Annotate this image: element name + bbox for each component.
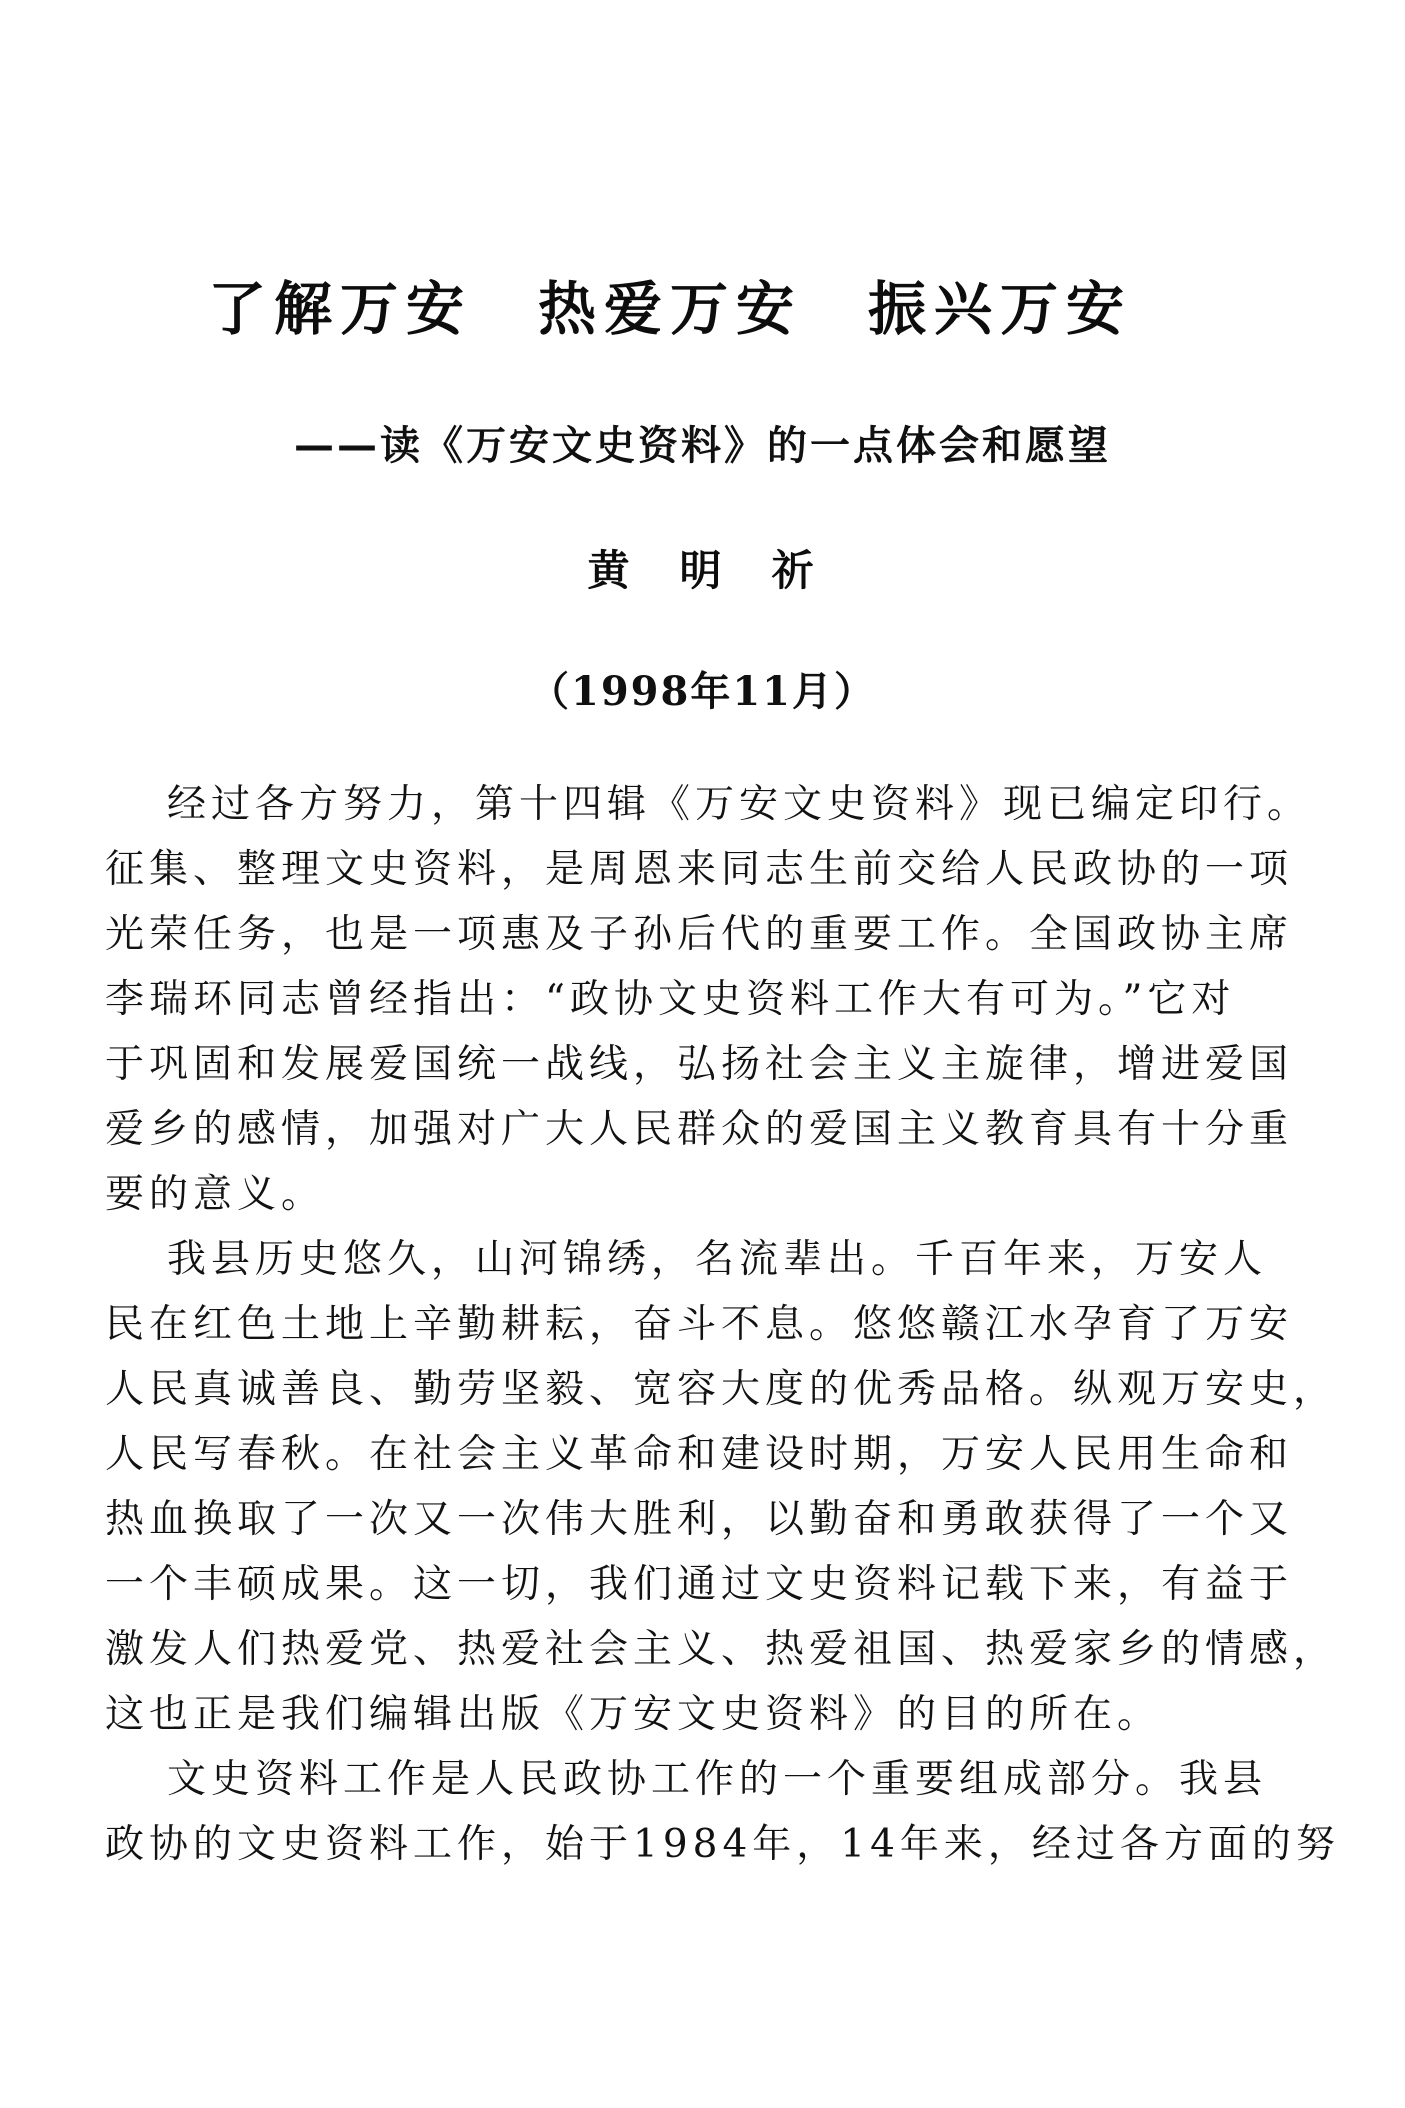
text-line: 于巩固和发展爱国统一战线，弘扬社会主义主旋律，增进爱国: [105, 1042, 1294, 1087]
text-line: 李瑞环同志曾经指出：“政协文史资料工作大有可为。”它对: [105, 977, 1236, 1022]
text-line: 人民真诚善良、勤劳坚毅、宽容大度的优秀品格。纵观万安史，: [105, 1367, 1338, 1412]
text-line: 政协的文史资料工作，始于1984年，14年来，经过各方面的努: [105, 1822, 1340, 1867]
document-body: [105, 772, 1340, 1877]
text-line: 经过各方努力，第十四辑《万安文史资料》现已编定印行。: [167, 782, 1312, 827]
text-line: 我县历史悠久，山河锦绣，名流辈出。千百年来，万安人: [167, 1237, 1268, 1282]
text-line: 文史资料工作是人民政协工作的一个重要组成部分。我县: [167, 1757, 1268, 1802]
text-line: 激发人们热爱党、热爱社会主义、热爱祖国、热爱家乡的情感，: [105, 1627, 1338, 1672]
text-line: 要的意义。: [105, 1172, 326, 1217]
publication-date: （1998年11月）: [529, 668, 876, 715]
document-subtitle: ——读《万安文史资料》的一点体会和愿望: [294, 423, 1111, 469]
text-line: 人民写春秋。在社会主义革命和建设时期，万安人民用生命和: [105, 1432, 1294, 1477]
text-line: 爱乡的感情，加强对广大人民群众的爱国主义教育具有十分重: [105, 1107, 1294, 1152]
text-line: 光荣任务，也是一项惠及子孙后代的重要工作。全国政协主席: [105, 912, 1294, 957]
document-title: 了解万安 热爱万安 振兴万安: [207, 275, 1132, 343]
text-line: 征集、整理文史资料，是周恩来同志生前交给人民政协的一项: [105, 847, 1294, 892]
text-line: 民在红色土地上辛勤耕耘，奋斗不息。悠悠赣江水孕育了万安: [105, 1302, 1294, 1347]
text-line: 这也正是我们编辑出版《万安文史资料》的目的所在。: [105, 1692, 1162, 1737]
author-name: 黄 明 祈: [587, 546, 818, 595]
text-line: 热血换取了一次又一次伟大胜利，以勤奋和勇敢获得了一个又: [105, 1497, 1294, 1542]
text-line: 一个丰硕成果。这一切，我们通过文史资料记载下来，有益于: [105, 1562, 1294, 1607]
